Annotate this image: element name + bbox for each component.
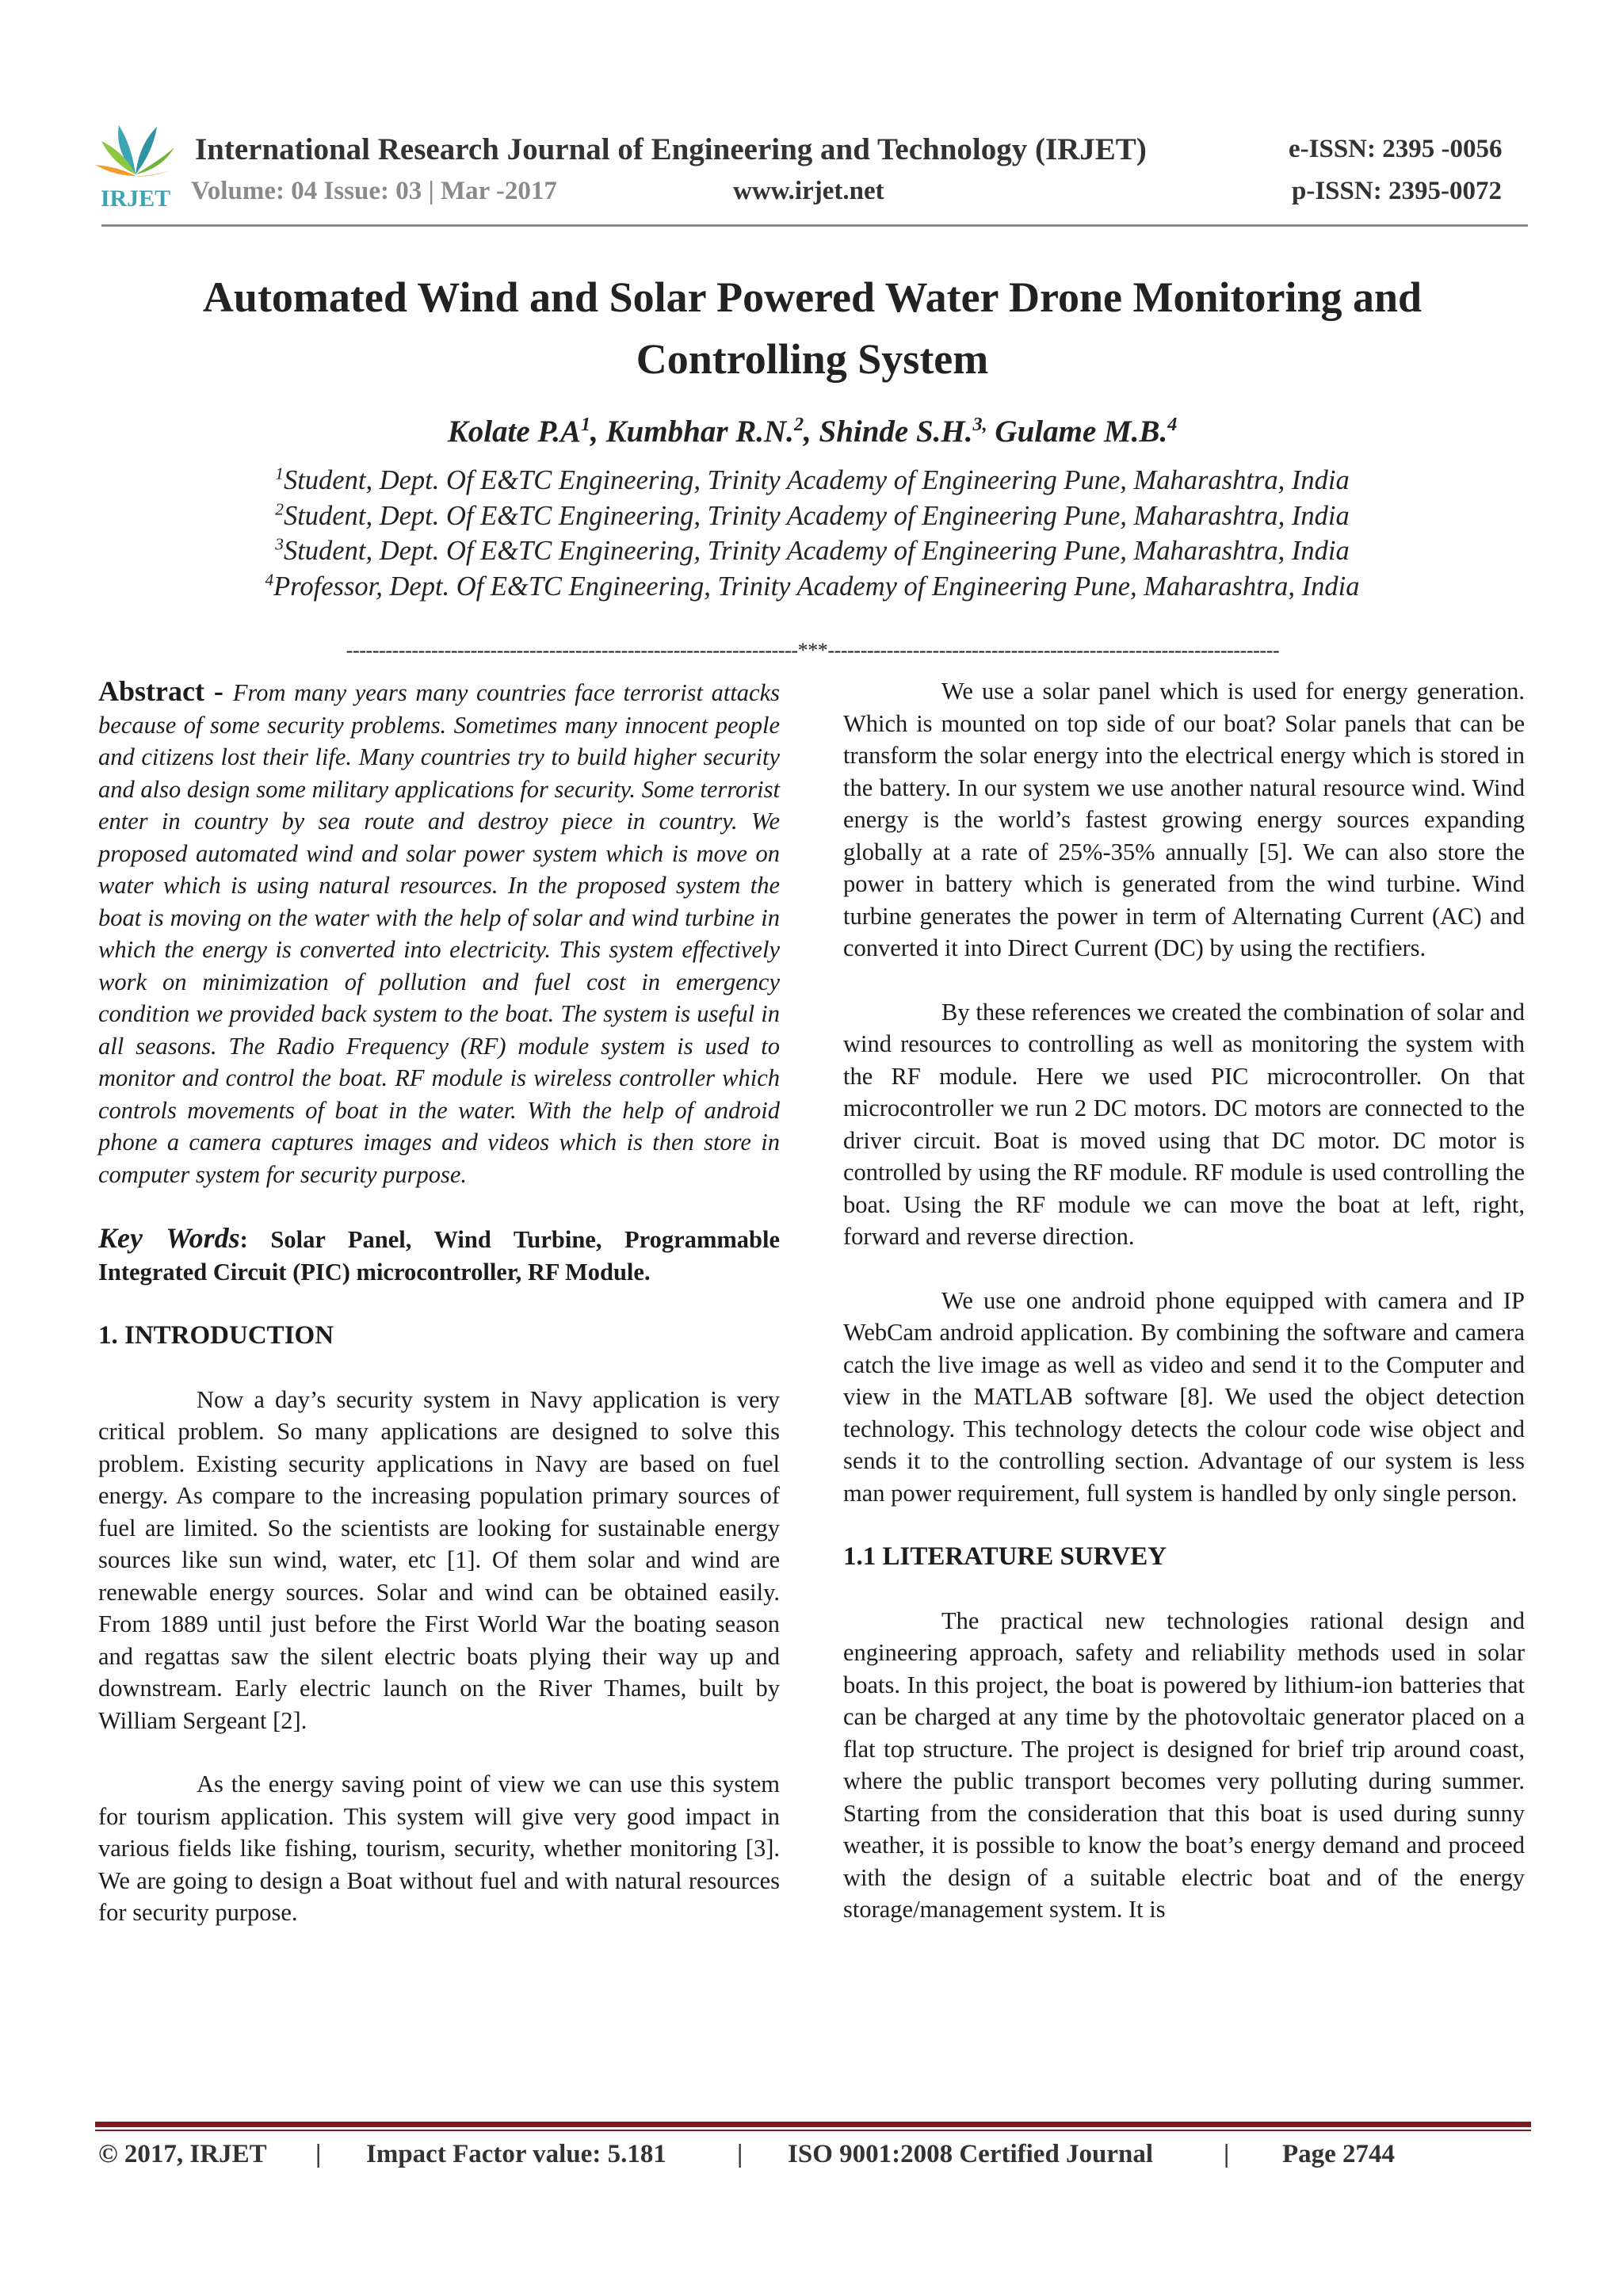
affiliation-line xyxy=(103,569,1522,605)
introduction-paragraph-2: As the energy saving point of view we can use this system for tourism application. This system will give very good impact in various fields like fishing, tourism, security, whether monitoring [3]. We are going to design a Boat without fuel and with natural resources for security purpose. xyxy=(98,1771,780,1926)
footer-separator: | xyxy=(315,2140,322,2168)
author-mark: 2 xyxy=(793,414,804,435)
introduction-paragraph-1: Now a day’s security system in Navy application is very critical problem. So many applications are designed to solve this problem. Existing security applications in Navy are based on fuel energy. As compare to the increasing population primary sources of fuel are limited. So the scientists are looking for sustainable energy sources like sun wind, water, etc [1]. Of them solar and wind are renewable energy sources. Solar and wind can be obtained easily. From 1889 until just before the First World War the boating season and regattas saw the silent electric boats plying their way up and downstream. Early electric launch on the River Thames, built by William Sergeant [2]. xyxy=(98,1385,780,1734)
affiliation-list xyxy=(103,463,1522,604)
paper-title xyxy=(103,266,1522,390)
affiliation-line xyxy=(103,499,1522,534)
author-name: Shinde S.H. xyxy=(819,415,973,449)
footer-impact-factor: Impact Factor value: 5.181 xyxy=(366,2140,666,2168)
affiliation-text: Student, Dept. Of E&TC Engineering, Trinity Academy of Engineering Pune, Maharashtra, India xyxy=(283,536,1350,566)
literature-paragraph-1: The practical new technologies rational design and engineering approach, safety and reliability methods used in solar boats. In this project, the boat is powered by lithium-ion batteries that can be charged at any time by the photovoltaic generator placed on a flat top structure. The project is designed for brief trip around coast, where the public transport becomes very polluting during summer. Starting from the consideration that this boat is used during sunny weather, it is possible to know the boat’s energy demand and proceed with the design of a suitable electric boat and of the energy storage/management system. It is xyxy=(843,1606,1525,1923)
body-paragraph-1: We use a solar panel which is used for energy generation. Which is mounted on top side of our boat? Solar panels that can be transform the solar energy into the electrical energy which is stored in the battery. In our system we use another natural resource wind. Wind energy is the world’s fastest growing energy sources expanding globally at a rate of 25%-35% annually [5]. We can also store the power in battery which is generated from the wind turbine. Wind turbine generates the power in term of Alternating Current (AC) and converted it into Direct Current (DC) by using the rectifiers. xyxy=(843,678,1525,961)
footer-rule-thin xyxy=(95,2130,1531,2131)
footer-separator: | xyxy=(737,2140,743,2168)
affiliation-mark: 3 xyxy=(275,534,284,554)
right-column xyxy=(843,675,1525,1926)
author-name: Kolate P.A xyxy=(447,415,581,449)
author-sep: , xyxy=(590,415,606,449)
paper-title-line-2: Controlling System xyxy=(636,335,989,383)
author-sep xyxy=(987,415,995,449)
logo-wordmark: IRJET xyxy=(100,185,171,211)
literature-survey-heading: 1.1 LITERATURE SURVEY xyxy=(843,1542,1167,1571)
affiliation-mark: 2 xyxy=(275,499,284,518)
footer-iso-certification: ISO 9001:2008 Certified Journal xyxy=(788,2140,1154,2168)
header-divider xyxy=(101,224,1528,227)
author-mark: 4 xyxy=(1167,414,1178,435)
journal-title: International Research Journal of Engineering and Technology (IRJET) xyxy=(195,132,1147,166)
journal-website-link[interactable]: www.irjet.net xyxy=(733,177,884,205)
abstract-heading: Abstract - xyxy=(98,675,233,707)
introduction-heading: 1. INTRODUCTION xyxy=(98,1321,334,1350)
keywords xyxy=(98,1222,780,1288)
footer-copyright: © 2017, IRJET xyxy=(98,2140,267,2168)
affiliation-line xyxy=(103,533,1522,569)
body-paragraph-2: By these references we created the combination of solar and wind resources to controlling as well as monitoring the system with the RF module. Here we used PIC microcontroller. On that microcontroller we run 2 DC motors. DC motors are connected to the driver circuit. Boat is moved using that DC motor. DC motor is controlled by using the RF module. RF module is used controlling the boat. Using the RF module we can move the boat at left, right, forward and reverse direction. xyxy=(843,998,1525,1250)
affiliation-text: Professor, Dept. Of E&TC Engineering, Trinity Academy of Engineering Pune, Maharashtra, India xyxy=(273,571,1360,602)
affiliation-text: Student, Dept. Of E&TC Engineering, Trinity Academy of Engineering Pune, Maharashtra, India xyxy=(283,500,1350,531)
author-list xyxy=(103,414,1522,449)
author-sep: , xyxy=(804,415,819,449)
affiliation-mark: 4 xyxy=(265,570,274,589)
paper-title-line-1: Automated Wind and Solar Powered Water Drone Monitoring and xyxy=(202,273,1423,321)
author-mark: 3, xyxy=(972,414,987,435)
footer-separator: | xyxy=(1224,2140,1230,2168)
affiliation-mark: 1 xyxy=(275,464,284,483)
p-issn: p-ISSN: 2395-0072 xyxy=(1292,177,1502,205)
author-name: Kumbhar R.N. xyxy=(605,415,794,449)
e-issn: e-ISSN: 2395 -0056 xyxy=(1289,135,1503,163)
left-column xyxy=(98,675,780,1929)
author-name: Gulame M.B. xyxy=(995,415,1168,449)
author-mark: 1 xyxy=(581,414,591,435)
keywords-text: : Solar Panel, Wind Turbine, Programmable Integrated Circuit (PIC) microcontroller, RF Module. xyxy=(98,1226,780,1286)
section-separator: ---------------------------------------------------------------------***--------------------------------------------------------------------- xyxy=(346,639,1280,662)
abstract xyxy=(98,675,780,1190)
affiliation-text: Student, Dept. Of E&TC Engineering, Trinity Academy of Engineering Pune, Maharashtra, India xyxy=(283,465,1350,495)
logo-leaves-icon xyxy=(95,125,176,177)
footer-rule xyxy=(95,2122,1531,2127)
abstract-text: From many years many countries face terrorist attacks because of some security problems. Sometimes many innocent people and citizens lost their life. Many countries try to build higher security and also design some military applications for security. Some terrorist enter in country by sea route and destroy piece in country. We proposed automated wind and solar power system which is move on water which is using natural resources. In the proposed system the boat is moving on the water with the help of solar and wind turbine in which the energy is converted into electricity. This system effectively work on minimization of pollution and fuel cost in emergency condition we provided back system to the boat. The system is useful in all seasons. The Radio Frequency (RF) module system is used to monitor and control the boat. RF module is wireless controller which controls movements of boat in the water. With the help of android phone a camera captures images and videos which is then store in computer system for security purpose. xyxy=(98,679,780,1188)
footer-page-number: Page 2744 xyxy=(1282,2140,1396,2168)
volume-issue: Volume: 04 Issue: 03 | Mar -2017 xyxy=(191,177,557,205)
affiliation-line xyxy=(103,463,1522,499)
keywords-heading: Key Words xyxy=(98,1222,240,1254)
body-paragraph-3: We use one android phone equipped with camera and IP WebCam android application. By combining the software and camera catch the live image as well as video and send it to the Computer and view in the MATLAB software [8]. We used the object detection technology. This technology detects the colour code wise object and sends it to the controlling section. Advantage of our system is less man power requirement, full system is handled by only single person. xyxy=(843,1286,1525,1507)
irjet-logo xyxy=(92,117,179,211)
